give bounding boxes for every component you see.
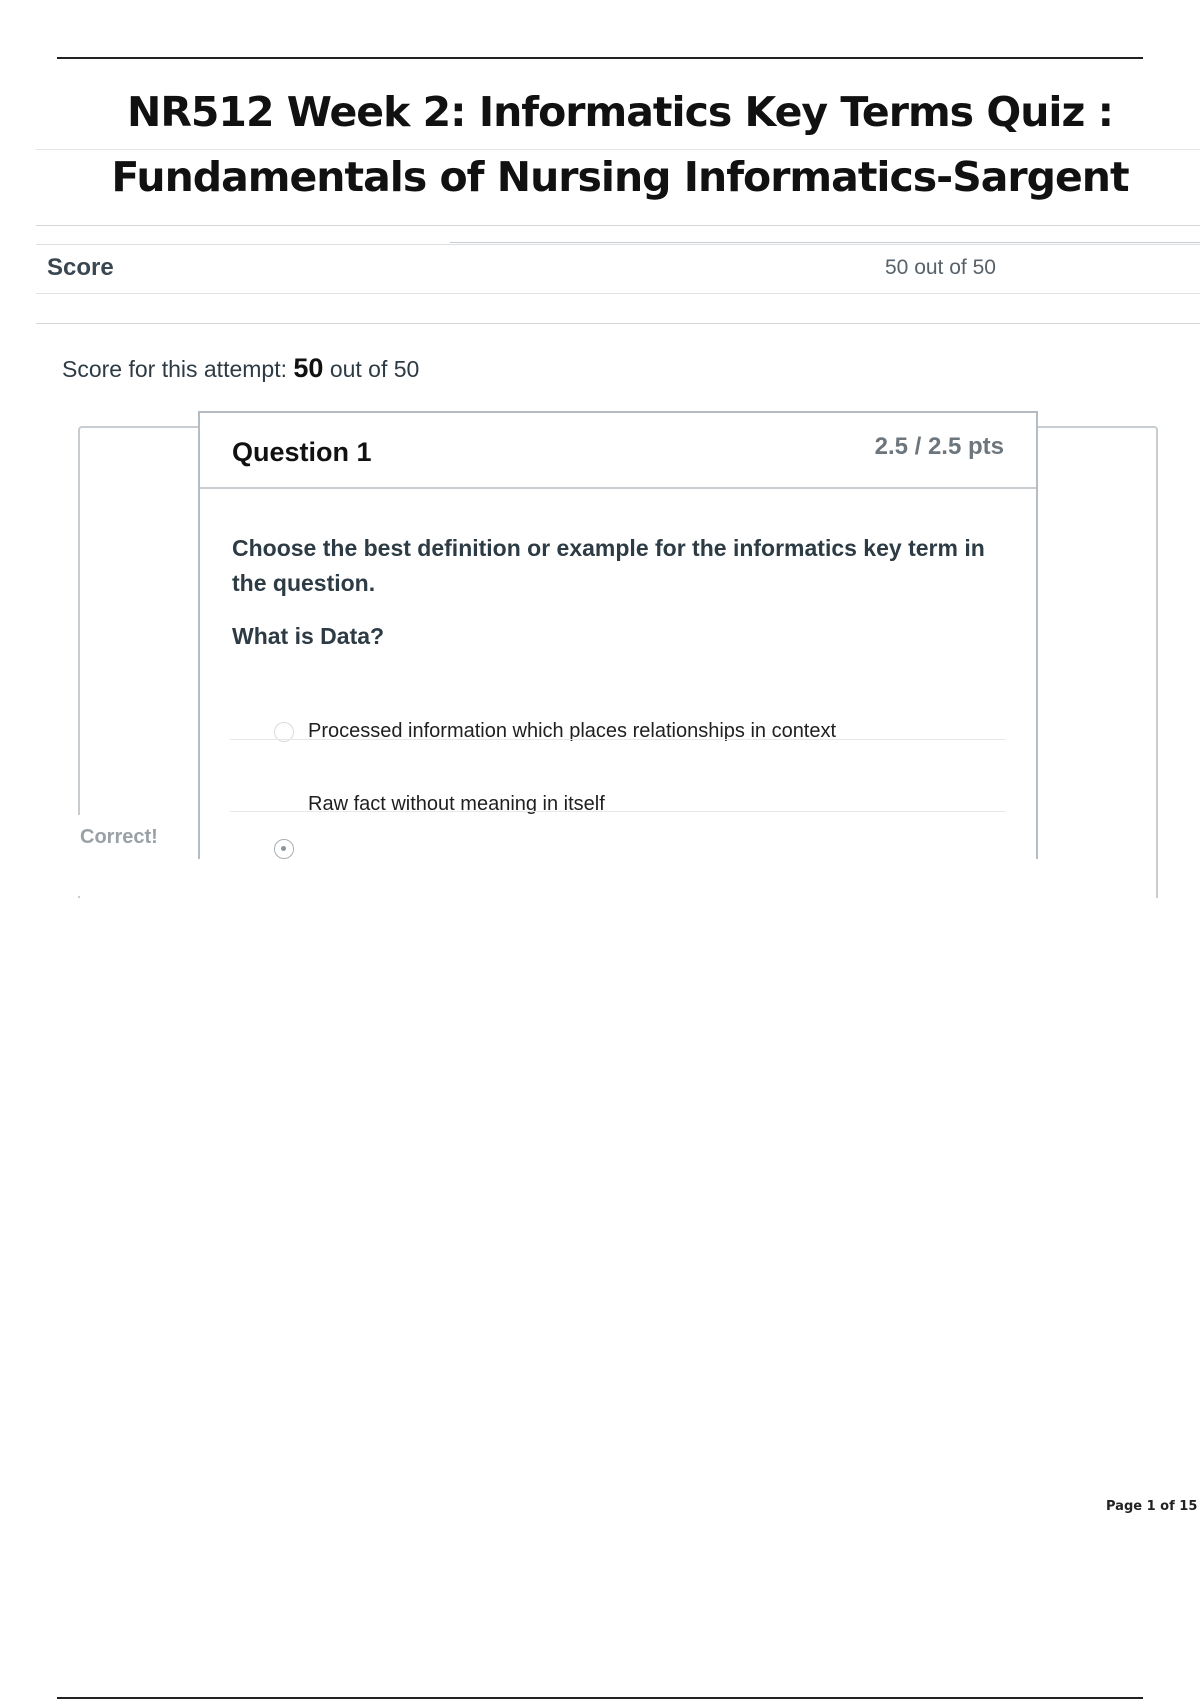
score-value: 50 out of 50: [885, 256, 996, 279]
top-rule: [57, 57, 1143, 59]
document-title-line-1: NR512 Week 2: Informatics Key Terms Quiz :: [127, 88, 1113, 136]
answer-text-1[interactable]: Processed information which places relationships in context: [308, 720, 837, 742]
attempt-score-line: [62, 353, 419, 384]
title-bottom-rule: [36, 225, 1200, 226]
radio-selected-dot: [281, 846, 286, 851]
answer-radio-2-selected[interactable]: [274, 839, 294, 859]
attempt-score-prefix: Score for this attempt:: [62, 356, 287, 382]
answer-text-2[interactable]: Raw fact without meaning in itself: [308, 793, 605, 815]
answer-divider-1: [230, 739, 1006, 740]
question-header: [200, 413, 1036, 489]
score-section-bottom-rule: [36, 323, 1200, 324]
page-number: Page 1 of 15: [1106, 1499, 1198, 1514]
document-title-line-2: Fundamentals of Nursing Informatics-Sargent: [111, 153, 1129, 201]
title-divider: [36, 149, 1200, 150]
score-row-bottom-rule: [36, 293, 1200, 294]
question-points: 2.5 / 2.5 pts: [874, 433, 1004, 460]
question-prompt: What is Data?: [232, 623, 385, 649]
score-row-top-rule: [36, 244, 1200, 245]
question-instructions: Choose the best definition or example for the informatics key term in the question.: [232, 535, 985, 596]
bottom-rule: [57, 1697, 1143, 1699]
question-title: Question 1: [232, 437, 372, 467]
correct-answer-label: Correct!: [80, 826, 158, 848]
score-label: Score: [47, 254, 114, 281]
score-row-top-rule-dark: [450, 242, 1200, 243]
question-card: [198, 411, 1038, 859]
attempt-score-value: 50: [293, 353, 324, 383]
answer-divider-2: [230, 811, 1006, 812]
attempt-score-suffix: out of 50: [329, 356, 420, 382]
